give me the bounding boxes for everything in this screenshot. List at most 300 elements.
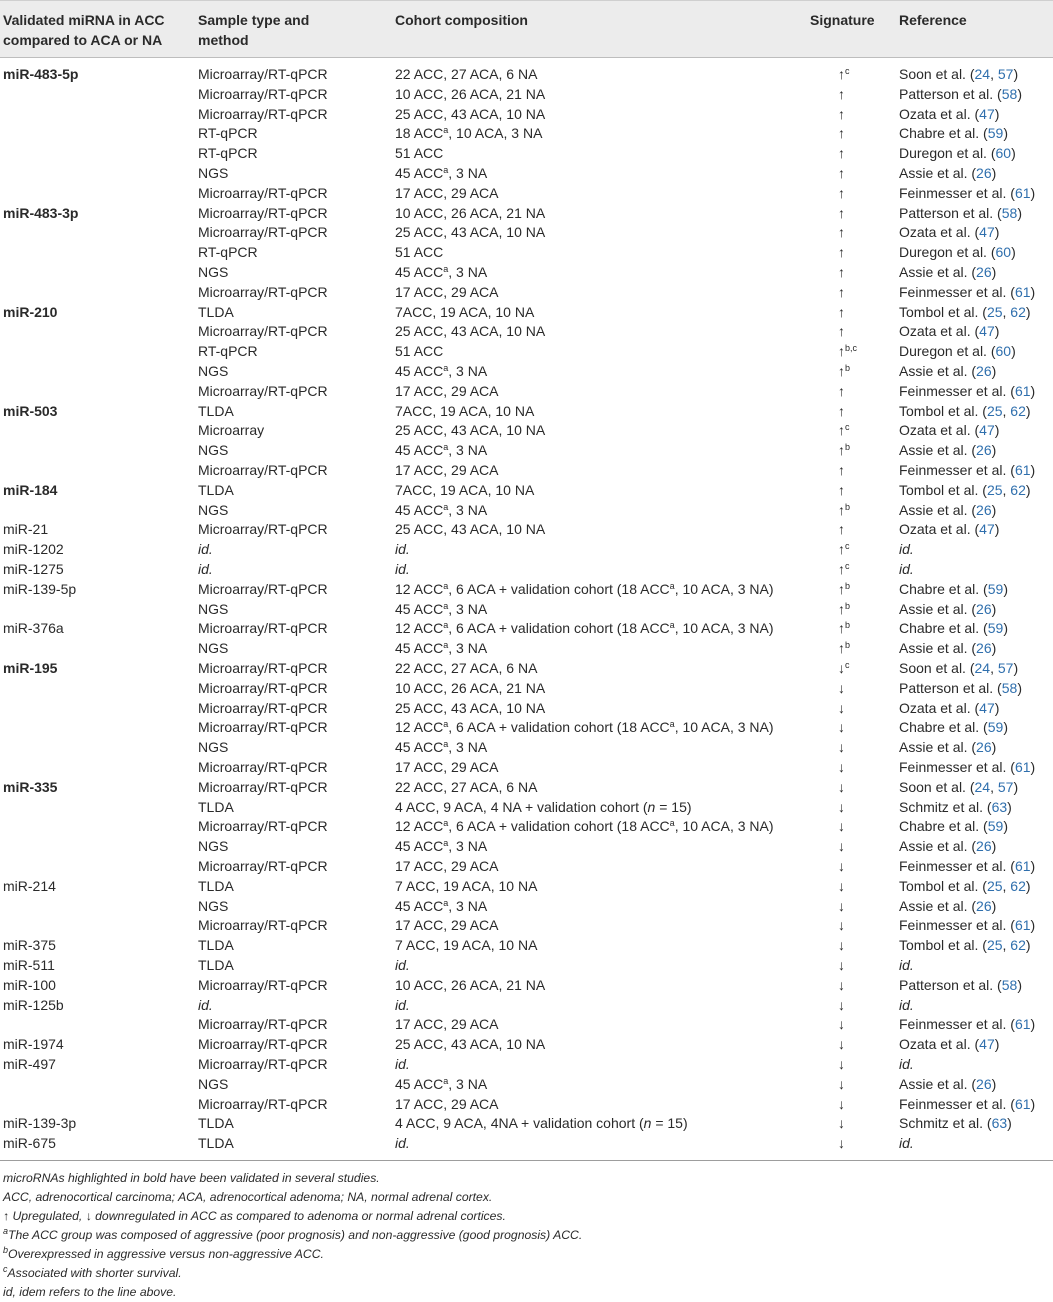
reference-author: Schmitz et al. <box>899 1115 984 1132</box>
method-cell: Microarray <box>198 422 265 439</box>
table-row <box>0 678 1053 698</box>
reference-author: Feinmesser et al. <box>899 1016 1007 1033</box>
citation-link[interactable]: 63 <box>991 798 1008 815</box>
signature-footnote-mark: c <box>845 561 850 571</box>
cohort-cell <box>395 797 692 817</box>
cohort-footnote-mark: a <box>443 640 449 651</box>
cohort-footnote-mark: a <box>443 363 449 373</box>
reference-cell <box>899 955 914 975</box>
reference-cell: Tombol et al. (25, 62) <box>899 303 1031 320</box>
footnote-mark: a <box>3 1226 9 1236</box>
citation-link[interactable]: 25 <box>986 481 1003 498</box>
down-arrow-icon: ↓ <box>838 976 845 993</box>
citation-link[interactable]: 61 <box>1014 1016 1031 1033</box>
reference-author: Assie et al. <box>899 739 968 756</box>
cohort-cell: id. <box>395 996 410 1013</box>
cohort-cell <box>395 618 774 638</box>
cohort-footnote-mark: a <box>443 442 449 453</box>
cohort-cell: 17 ACC, 29 ACA <box>395 184 499 201</box>
header-method-line2: method <box>198 32 249 48</box>
footnote-mark: c <box>3 1264 8 1274</box>
down-arrow-icon: ↓ <box>838 1016 845 1033</box>
cohort-cell: 7ACC, 19 ACA, 10 NA <box>395 402 535 419</box>
reference-author: Ozata et al. <box>899 521 971 538</box>
method-cell: id. <box>198 561 213 577</box>
cohort-footnote-mark: a <box>669 620 675 631</box>
up-arrow-icon: ↑ <box>838 382 845 399</box>
down-arrow-icon: ↓ <box>838 818 845 835</box>
table-row <box>0 282 1053 302</box>
citation-link[interactable]: 61 <box>1014 1095 1031 1112</box>
down-arrow-icon: ↓ <box>838 877 845 894</box>
footnote-text: ACC, adrenocortical carcinoma; ACA, adrenocortical adenoma; NA, normal adrenal cortex. <box>3 1190 493 1204</box>
signature-cell <box>838 1014 845 1034</box>
header-method <box>198 10 309 50</box>
cohort-cell <box>395 262 487 282</box>
method-cell: Microarray/RT-qPCR <box>198 184 328 201</box>
reference-cell: Feinmesser et al. (61) <box>899 917 1036 934</box>
citation-link[interactable]: 26 <box>976 600 992 617</box>
mirna-cell: miR-210 <box>3 303 58 320</box>
citation-link[interactable]: 58 <box>1001 679 1018 696</box>
cohort-text: , 3 NA <box>448 640 488 657</box>
table-footnotes <box>3 1169 1043 1302</box>
mirna-cell: miR-195 <box>3 660 58 676</box>
up-arrow-icon: ↑ <box>838 462 845 478</box>
citation-link[interactable]: 60 <box>995 145 1012 162</box>
reference-author: Chabre et al. <box>899 125 980 142</box>
table-row <box>0 1074 1053 1094</box>
mirna-cell: miR-21 <box>3 521 49 538</box>
signature-cell <box>838 658 850 678</box>
signature-cell <box>838 1113 845 1133</box>
citation-link[interactable]: 59 <box>987 620 1004 637</box>
signature-cell <box>838 64 850 84</box>
mirna-cell: miR-483-3p <box>3 204 79 221</box>
mirna-cell: miR-1974 <box>3 1036 64 1053</box>
signature-cell <box>838 1133 845 1153</box>
up-arrow-icon: ↑ <box>838 283 845 300</box>
cohort-cell <box>395 896 487 916</box>
cohort-text: 18 ACC <box>395 125 444 142</box>
table-row <box>0 361 1053 381</box>
citation-link[interactable]: 47 <box>979 1036 995 1053</box>
reference-cell: Tombol et al. (25, 62) <box>899 937 1031 954</box>
cohort-cell: 17 ACC, 29 ACA <box>395 858 499 874</box>
cohort-cell: 7 ACC, 19 ACA, 10 NA <box>395 877 538 894</box>
table-row <box>0 1094 1053 1114</box>
cohort-text: , 3 NA <box>448 442 488 459</box>
signature-cell <box>838 599 850 619</box>
cohort-text: 45 ACC <box>395 363 444 379</box>
table-row <box>0 935 1053 955</box>
reference-cell: Feinmesser et al. (61) <box>899 462 1036 478</box>
footnote <box>3 1207 1043 1226</box>
method-cell: TLDA <box>198 1115 234 1132</box>
cohort-cell <box>395 737 487 757</box>
cohort-cell: 25 ACC, 43 ACA, 10 NA <box>395 224 546 241</box>
reference-cell: Ozata et al. (47) <box>899 1036 1000 1053</box>
header-method-line1: Sample type and <box>198 12 310 28</box>
citation-link[interactable]: 59 <box>987 125 1004 142</box>
method-cell: NGS <box>198 501 229 518</box>
down-arrow-icon: ↓ <box>838 897 845 914</box>
reference-author: Soon et al. <box>899 660 966 676</box>
citation-link[interactable]: 47 <box>979 699 995 716</box>
reference-author: Feinmesser et al. <box>899 184 1007 201</box>
method-cell: RT-qPCR <box>198 343 258 360</box>
reference-author: Duregon et al. <box>899 244 987 261</box>
cohort-text: = 15) <box>655 798 692 815</box>
citation-link[interactable]: 25 <box>986 303 1003 320</box>
citation-link[interactable]: 26 <box>976 897 992 914</box>
signature-cell <box>838 896 845 916</box>
up-arrow-icon: ↑ <box>838 105 845 122</box>
citation-link[interactable]: 47 <box>979 323 995 340</box>
reference-cell: Assie et al. (26) <box>899 363 997 379</box>
citation-link[interactable]: 61 <box>1014 858 1031 874</box>
reference-cell: Duregon et al. (60) <box>899 244 1016 261</box>
reference-cell: Ozata et al. (47) <box>899 105 1000 122</box>
citation-link[interactable]: 24 <box>974 66 991 82</box>
method-cell: TLDA <box>198 303 234 320</box>
reference-author: Patterson et al. <box>899 679 994 696</box>
footnote <box>3 1283 1043 1302</box>
mirna-cell: miR-483-5p <box>3 66 79 82</box>
signature-cell <box>838 84 845 104</box>
signature-footnote-mark: b <box>845 363 851 373</box>
reference-author: id. <box>899 541 914 558</box>
cohort-cell <box>395 579 774 599</box>
signature-cell <box>838 678 845 698</box>
cohort-text: , 10 ACA, 3 NA) <box>674 580 774 597</box>
footnote <box>3 1264 1043 1283</box>
down-arrow-icon: ↓ <box>838 679 845 696</box>
cohort-italic-text: n <box>647 798 656 815</box>
citation-link[interactable]: 60 <box>995 343 1012 360</box>
cohort-cell: 51 ACC <box>395 343 444 360</box>
method-cell: Microarray/RT-qPCR <box>198 66 328 82</box>
method-cell: Microarray/RT-qPCR <box>198 719 328 736</box>
citation-link[interactable]: 26 <box>976 501 992 518</box>
citation-link[interactable]: 63 <box>991 1115 1008 1132</box>
down-arrow-icon: ↓ <box>838 1075 845 1092</box>
citation-link[interactable]: 26 <box>976 363 992 379</box>
up-arrow-icon: ↑ <box>838 600 845 617</box>
cohort-cell: 17 ACC, 29 ACA <box>395 462 499 478</box>
citation-link[interactable]: 57 <box>997 660 1014 676</box>
signature-cell <box>838 995 845 1015</box>
reference-author: Feinmesser et al. <box>899 462 1007 478</box>
citation-link[interactable]: 60 <box>995 244 1012 261</box>
citation-link[interactable]: 59 <box>987 818 1004 835</box>
table-row <box>0 242 1053 262</box>
table-row <box>0 876 1053 896</box>
citation-link[interactable]: 61 <box>1014 382 1031 399</box>
citation-link[interactable]: 58 <box>1001 204 1018 221</box>
citation-link[interactable]: 59 <box>987 580 1004 597</box>
cohort-cell: 22 ACC, 27 ACA, 6 NA <box>395 660 538 676</box>
citation-link[interactable]: 62 <box>1010 402 1026 419</box>
mirna-cell: miR-125b <box>3 996 64 1013</box>
citation-link[interactable]: 61 <box>1014 759 1031 775</box>
reference-author: Assie et al. <box>899 640 968 657</box>
cohort-text: , 3 NA <box>448 1075 488 1092</box>
up-arrow-icon: ↑ <box>838 303 845 320</box>
citation-link[interactable]: 62 <box>1010 937 1026 954</box>
citation-link[interactable]: 57 <box>997 66 1014 82</box>
cohort-cell <box>395 163 487 183</box>
reference-cell: Ozata et al. (47) <box>899 521 1000 538</box>
table-row <box>0 1133 1053 1153</box>
reference-author: Assie et al. <box>899 897 968 914</box>
reference-author: Patterson et al. <box>899 976 994 993</box>
reference-author: Assie et al. <box>899 1075 968 1092</box>
reference-author: Feinmesser et al. <box>899 759 1007 775</box>
reference-author: Soon et al. <box>899 778 966 795</box>
reference-cell: Assie et al. (26) <box>899 1075 997 1092</box>
header-signature: Signature <box>810 12 875 28</box>
method-cell: TLDA <box>198 877 234 894</box>
cohort-text: , 6 ACA + validation cohort ( <box>448 620 622 637</box>
citation-link[interactable]: 24 <box>974 660 991 676</box>
cohort-footnote-mark: a <box>669 818 675 829</box>
reference-cell: Ozata et al. (47) <box>899 224 1000 241</box>
reference-cell: Feinmesser et al. (61) <box>899 382 1036 399</box>
reference-cell <box>899 1054 914 1074</box>
up-arrow-icon: ↑ <box>838 501 845 518</box>
header-mirna <box>3 10 165 50</box>
up-arrow-icon: ↑ <box>838 541 845 558</box>
cohort-cell: id. <box>395 1056 410 1072</box>
citation-link[interactable]: 25 <box>986 402 1003 419</box>
citation-link[interactable]: 58 <box>1001 976 1018 993</box>
table-row <box>0 262 1053 282</box>
down-arrow-icon: ↓ <box>838 1135 845 1152</box>
cohort-text: , 10 ACA, 3 NA) <box>674 620 774 637</box>
reference-author: Ozata et al. <box>899 224 971 241</box>
citation-link[interactable]: 26 <box>976 838 992 855</box>
table-row <box>0 856 1053 876</box>
reference-cell: Chabre et al. (59) <box>899 125 1008 142</box>
method-cell: Microarray/RT-qPCR <box>198 679 328 696</box>
up-arrow-icon: ↑ <box>838 521 845 538</box>
method-cell: id. <box>198 996 213 1013</box>
down-arrow-icon: ↓ <box>838 719 845 736</box>
cohort-text: 45 ACC <box>395 442 444 459</box>
reference-cell: Tombol et al. (25, 62) <box>899 481 1031 498</box>
citation-link[interactable]: 61 <box>1014 462 1031 478</box>
citation-link[interactable]: 47 <box>979 224 995 241</box>
cohort-cell: 10 ACC, 26 ACA, 21 NA <box>395 976 546 993</box>
cohort-cell: id. <box>395 561 410 577</box>
cohort-cell: 10 ACC, 26 ACA, 21 NA <box>395 204 546 221</box>
signature-footnote-mark: b <box>845 442 851 453</box>
signature-footnote-mark: b,c <box>845 343 858 354</box>
signature-cell <box>838 440 850 460</box>
signature-footnote-mark: c <box>845 541 850 552</box>
reference-author: Duregon et al. <box>899 343 987 360</box>
reference-cell: Patterson et al. (58) <box>899 85 1022 102</box>
signature-footnote-mark: c <box>845 66 850 76</box>
table-row <box>0 381 1053 401</box>
table-row <box>0 737 1053 757</box>
citation-link[interactable]: 24 <box>974 778 991 795</box>
down-arrow-icon: ↓ <box>838 660 845 676</box>
reference-cell: Schmitz et al. (63) <box>899 1115 1012 1132</box>
citation-link[interactable]: 47 <box>979 521 995 538</box>
cohort-cell: 17 ACC, 29 ACA <box>395 382 499 399</box>
cohort-cell: 17 ACC, 29 ACA <box>395 917 499 934</box>
reference-cell: Feinmesser et al. (61) <box>899 759 1036 775</box>
up-arrow-icon: ↑ <box>838 184 845 201</box>
citation-link[interactable]: 61 <box>1014 283 1031 300</box>
header-mirna-line2: compared to ACA or NA <box>3 32 163 48</box>
table-row <box>0 302 1053 322</box>
signature-footnote-mark: c <box>845 660 850 670</box>
cohort-footnote-mark: a <box>443 818 449 829</box>
reference-author: Tombol et al. <box>899 402 979 419</box>
table-row <box>0 1113 1053 1133</box>
footnote <box>3 1169 1043 1188</box>
reference-author: Tombol et al. <box>899 937 979 954</box>
reference-author: Ozata et al. <box>899 699 971 716</box>
signature-cell <box>838 737 845 757</box>
reference-author: Chabre et al. <box>899 818 980 835</box>
cohort-text: , 6 ACA + validation cohort ( <box>448 818 622 835</box>
cohort-text: 12 ACC <box>395 580 444 597</box>
footnote-mark: b <box>3 1245 9 1255</box>
signature-cell <box>838 143 845 163</box>
mirna-cell: miR-497 <box>3 1056 56 1072</box>
cohort-cell <box>395 816 774 836</box>
signature-cell <box>838 361 850 381</box>
up-arrow-icon: ↑ <box>838 66 845 82</box>
method-cell: Microarray/RT-qPCR <box>198 85 328 102</box>
citation-link[interactable]: 62 <box>1010 481 1026 498</box>
reference-cell <box>899 995 914 1015</box>
citation-link[interactable]: 62 <box>1010 877 1026 894</box>
reference-author: Soon et al. <box>899 66 966 82</box>
citation-link[interactable]: 62 <box>1010 303 1026 320</box>
signature-footnote-mark: b <box>845 620 851 631</box>
method-cell: Microarray/RT-qPCR <box>198 1095 328 1112</box>
table-row <box>0 84 1053 104</box>
cohort-footnote-mark: a <box>443 125 449 136</box>
cohort-text: 45 ACC <box>395 640 444 657</box>
table-row <box>0 341 1053 361</box>
down-arrow-icon: ↓ <box>838 937 845 954</box>
up-arrow-icon: ↑ <box>838 561 845 577</box>
cohort-cell: 17 ACC, 29 ACA <box>395 1095 499 1112</box>
mirna-cell: miR-100 <box>3 976 56 993</box>
method-cell: Microarray/RT-qPCR <box>198 382 328 399</box>
cohort-cell: 51 ACC <box>395 244 444 261</box>
method-cell: Microarray/RT-qPCR <box>198 778 328 795</box>
reference-author: Ozata et al. <box>899 323 971 340</box>
method-cell: Microarray/RT-qPCR <box>198 224 328 241</box>
citation-link[interactable]: 26 <box>976 165 992 181</box>
signature-cell <box>838 1034 845 1054</box>
signature-cell <box>838 559 850 579</box>
reference-cell: Feinmesser et al. (61) <box>899 858 1036 874</box>
signature-cell <box>838 302 845 322</box>
method-cell: RT-qPCR <box>198 125 258 142</box>
cohort-cell: 7ACC, 19 ACA, 10 NA <box>395 303 535 320</box>
cohort-cell: 7 ACC, 19 ACA, 10 NA <box>395 937 538 954</box>
reference-cell: Duregon et al. (60) <box>899 343 1016 360</box>
reference-cell: Patterson et al. (58) <box>899 679 1022 696</box>
method-cell: NGS <box>198 897 229 914</box>
up-arrow-icon: ↑ <box>838 640 845 657</box>
cohort-cell: id. <box>395 541 410 558</box>
cohort-footnote-mark: a <box>443 739 449 750</box>
signature-cell <box>838 579 850 599</box>
cohort-text: 45 ACC <box>395 739 444 756</box>
mirna-cell: miR-139-3p <box>3 1115 77 1132</box>
table-row <box>0 321 1053 341</box>
method-cell: NGS <box>198 363 229 379</box>
citation-link[interactable]: 26 <box>976 264 992 280</box>
cohort-text: , 3 NA <box>448 897 488 914</box>
citation-link[interactable]: 59 <box>987 719 1004 736</box>
citation-link[interactable]: 26 <box>976 739 992 756</box>
up-arrow-icon: ↑ <box>838 402 845 419</box>
cohort-footnote-mark: a <box>443 165 449 175</box>
signature-cell <box>838 163 845 183</box>
method-cell: Microarray/RT-qPCR <box>198 1036 328 1053</box>
table-row <box>0 836 1053 856</box>
mirna-cell: miR-214 <box>3 877 56 894</box>
citation-link[interactable]: 61 <box>1014 184 1031 201</box>
citation-link[interactable]: 26 <box>976 640 992 657</box>
signature-cell <box>838 618 850 638</box>
cohort-cell: 25 ACC, 43 ACA, 10 NA <box>395 105 546 122</box>
method-cell: Microarray/RT-qPCR <box>198 917 328 934</box>
reference-cell: Soon et al. (24, 57) <box>899 66 1019 82</box>
cohort-text: , 6 ACA + validation cohort ( <box>448 580 622 597</box>
cohort-text: 18 ACC <box>621 620 670 637</box>
citation-link[interactable]: 25 <box>986 877 1003 894</box>
cohort-cell <box>395 500 487 520</box>
reference-cell: Schmitz et al. (63) <box>899 798 1012 815</box>
method-cell: NGS <box>198 1075 229 1092</box>
table-row <box>0 599 1053 619</box>
citation-link[interactable]: 57 <box>997 778 1014 795</box>
method-cell: Microarray/RT-qPCR <box>198 620 328 637</box>
method-cell: Microarray/RT-qPCR <box>198 1056 328 1072</box>
method-cell: Microarray/RT-qPCR <box>198 1016 328 1033</box>
citation-link[interactable]: 25 <box>986 937 1003 954</box>
citation-link[interactable]: 47 <box>979 105 995 122</box>
method-cell: id. <box>198 541 213 558</box>
table-row <box>0 915 1053 935</box>
citation-link[interactable]: 58 <box>1001 85 1018 102</box>
reference-author: Assie et al. <box>899 838 968 855</box>
signature-cell <box>838 381 845 401</box>
citation-link[interactable]: 26 <box>976 442 992 459</box>
citation-link[interactable]: 26 <box>976 1075 992 1092</box>
signature-cell <box>838 282 845 302</box>
reference-author: Patterson et al. <box>899 85 994 102</box>
method-cell: Microarray/RT-qPCR <box>198 858 328 874</box>
citation-link[interactable]: 61 <box>1014 917 1031 934</box>
citation-link[interactable]: 47 <box>979 422 995 439</box>
table-bottom-rule <box>0 1160 1053 1161</box>
cohort-cell: 22 ACC, 27 ACA, 6 NA <box>395 778 538 795</box>
reference-author: Chabre et al. <box>899 620 980 637</box>
footnote <box>3 1226 1043 1245</box>
